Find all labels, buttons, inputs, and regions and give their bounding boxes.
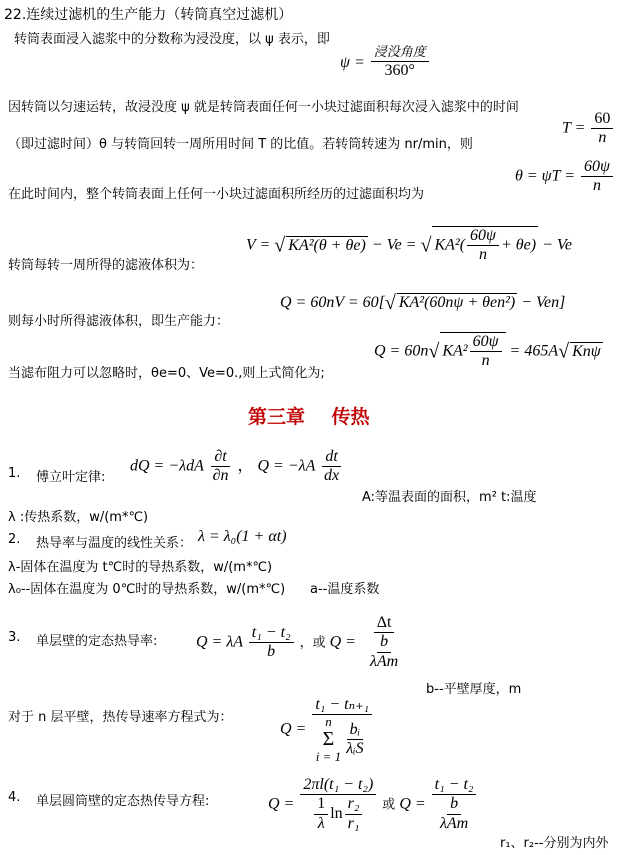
paragraph-3: （即过滤时间）θ 与转筒回转一周所用时间 T 的比值。若转筒转速为 nr/min，则 xyxy=(8,137,473,152)
equation-T: T = $\frac{60}{n}$ xyxy=(562,110,615,148)
equation-single-wall: Q = λA $\frac{\text{t₁ − t₂}}{b}$ ，或 Q = $\frac{\Delta t}{\frac{b}{\text{λAm}}}$ xyxy=(196,614,399,670)
equation-fourier: dQ = −λdA $\frac{\partial t}{\partial n}$ ， Q = −λA $\frac{dt}{dx}$ xyxy=(130,448,340,485)
equation-Q1: Q = 60nV = 60[√ KA²(60nψ + θen²) − Ven] xyxy=(280,292,566,314)
item-4-label: 单层圆筒壁的定态热传导方程: xyxy=(36,794,210,809)
equation-psi: ψ = $\frac{\text{浸没角度}}{360^\circ}$ xyxy=(340,46,431,80)
paragraph-1: 转筒表面浸入滤浆中的分数称为浸没度，以 ψ 表示，即 xyxy=(14,32,330,47)
paragraph-7: 当滤布阻力可以忽略时，θe=0、Ve=0.,则上式简化为; xyxy=(8,366,325,381)
equation-cylinder-wall: Q = 2πl(t₁ − t₂) $\frac{1}{\lambda}$ ln $\frac{\text{r₂}}{\text{r₁}}$ 或 Q = $\frac{\text{t₁ − t₂}}{\frac{b}{\text{λAm}}}$ xyxy=(268,776,478,833)
paragraph-4: 在此时间内，整个转筒表面上任何一小块过滤面积所经历的过滤面积均为 xyxy=(8,187,425,202)
item-3-label: 单层壁的定态热导率: xyxy=(36,634,158,649)
equation-multi-wall: Q = t₁ − tₙ₊₁ n Σ i = 1 $\frac{\text{bᵢ}}{\text{λᵢS}}$ xyxy=(280,696,374,764)
equation-conductivity: λ = λ₀(1 + αt) xyxy=(198,528,287,545)
item-1-label: 傅立叶定律: xyxy=(36,470,106,485)
paragraph-2: 因转筒以匀速运转，故浸没度 ψ 就是转筒表面任何一小块过滤面积每次浸入滤浆中的时间 xyxy=(8,100,519,115)
item-2-label: 热导率与温度的线性关系： xyxy=(36,536,193,551)
item-4-number: 4. xyxy=(8,790,21,805)
item-4-note: r₁、r₂--分别为内外 xyxy=(500,836,609,851)
item-3-note: b--平壁厚度，m xyxy=(426,682,522,697)
item-2-line-1: λ-固体在温度为 t℃时的导热系数，w/(m*℃) xyxy=(8,560,273,575)
item-2-line-2: λ₀--固体在温度为 0℃时的导热系数，w/(m*℃) a--温度系数 xyxy=(8,582,380,597)
equation-theta: θ = ψT = $\frac{60\psi}{n}$ xyxy=(515,158,615,196)
item-3-number: 3. xyxy=(8,630,21,645)
paragraph-5: 转筒每转一周所得的滤液体积为： xyxy=(8,258,204,273)
equation-V: V = √ KA²(θ + θe) − Ve = √ KA²( $\frac{60\psi}{n}$ + θe) − Ve xyxy=(246,227,572,264)
equation-Q2: Q = 60n√ KA² $\frac{60\psi}{n}$ = 465A√ Knψ xyxy=(374,333,601,370)
item-2-number: 2. xyxy=(8,532,21,547)
section-title: 22.连续过滤机的生产能力（转筒真空过滤机） xyxy=(4,7,293,23)
item-3-multi-label: 对于 n 层平壁，热传导速率方程式为： xyxy=(8,710,233,725)
item-1-lambda-note: λ :传热系数，w/(m*℃) xyxy=(8,510,149,525)
item-1-note: A:等温表面的面积，m² t:温度 xyxy=(362,490,537,505)
chapter-title: 第三章 传热 xyxy=(248,406,370,428)
item-1-number: 1. xyxy=(8,466,21,481)
paragraph-6: 则每小时所得滤液体积，即生产能力： xyxy=(8,314,230,329)
